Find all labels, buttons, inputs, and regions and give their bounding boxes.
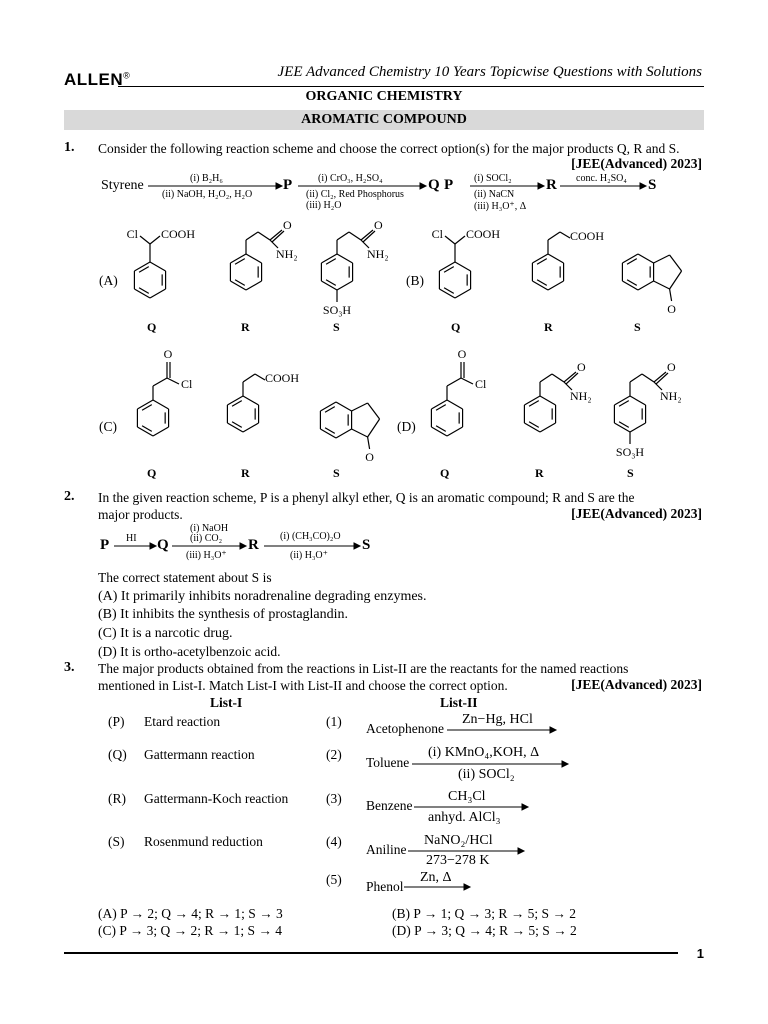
- q2-scheme-r: R: [248, 537, 259, 553]
- q2-reagent-1c: (iii) H₃O⁺: [186, 550, 227, 561]
- q2-option-b: (B) It inhibits the synthesis of prostaglandin.: [98, 607, 349, 622]
- label-q-c: Q: [147, 466, 157, 480]
- q1-option-c: (C): [99, 419, 117, 434]
- q2-scheme-s: S: [362, 537, 371, 553]
- step4-reagent-top: conc. H₂SO₄: [576, 173, 627, 184]
- q2-text-line2: major products.: [98, 507, 183, 522]
- book-title: JEE Advanced Chemistry 10 Years Topicwise Questions with Solutions: [277, 64, 702, 80]
- list2-top-1: Zn−Hg, HCl: [462, 712, 533, 727]
- q3-option-d: (D) P → 3; Q → 4; R → 5; S → 2: [392, 923, 577, 938]
- list2-num-4: (4): [326, 834, 342, 849]
- q1-option-b: (B): [406, 273, 424, 288]
- step3-reagent-bottom2: (iii) H₃O⁺, Δ: [474, 201, 527, 212]
- q2-prompt: The correct statement about S is: [98, 570, 272, 585]
- step2-reagent-bottom1: (ii) Cl₂, Red Phosphorus: [306, 189, 404, 200]
- q1-number: 1.: [64, 140, 75, 155]
- label-q-b: Q: [451, 320, 461, 334]
- chlorine-label: Cl: [431, 227, 443, 241]
- list2-reactant-2: Toluene: [366, 755, 410, 770]
- step3-reagent-bottom1: (ii) NaCN: [474, 189, 515, 200]
- list2-num-5: (5): [326, 872, 342, 887]
- q2-option-c: (C) It is a narcotic drug.: [98, 626, 233, 641]
- list2-top-3: CH₃Cl: [448, 789, 486, 804]
- label-q-a: Q: [147, 320, 157, 334]
- q2-option-d: (D) It is ortho-acetylbenzoic acid.: [98, 644, 281, 659]
- label-s-c: S: [333, 466, 340, 480]
- q2-option-a: (A) It primarily inhibits noradrenaline degrading enzymes.: [98, 589, 427, 604]
- amine-label: NH₂: [276, 247, 298, 261]
- oxygen-label: O: [577, 360, 586, 374]
- q3-reference: [JEE(Advanced) 2023]: [571, 677, 702, 692]
- q3-option-b: (B) P → 1; Q → 3; R → 5; S → 2: [392, 906, 577, 921]
- q2-reagent-2a: (i) (CH₃CO)₂O: [280, 531, 341, 542]
- list1-name-q: Gattermann reaction: [144, 747, 255, 762]
- scheme-r: R: [546, 177, 557, 193]
- step1-reagent-bottom: (ii) NaOH, H₂O₂, H₂O: [162, 189, 253, 200]
- label-s-d: S: [627, 466, 634, 480]
- step3-reagent-top: (i) SOCl₂: [474, 173, 512, 184]
- cooh-label: COOH: [570, 229, 605, 243]
- list1-tag-q: (Q): [108, 747, 127, 762]
- amine-label: NH₂: [660, 389, 682, 403]
- q1-reference: [JEE(Advanced) 2023]: [571, 156, 702, 171]
- label-s-b: S: [634, 320, 641, 334]
- cooh-label: COOH: [265, 371, 300, 385]
- scheme-q: Q: [428, 177, 440, 193]
- label-r-c: R: [241, 466, 250, 480]
- list2-reactant-1: Acetophenone: [366, 721, 444, 736]
- list2-reactant-3: Benzene: [366, 798, 413, 813]
- chlorine-label: Cl: [475, 377, 487, 391]
- q2-reagent-1a: (i) NaOH: [190, 523, 229, 534]
- label-r-a: R: [241, 320, 250, 334]
- oxygen-label: O: [457, 347, 467, 361]
- q3-text-line2: mentioned in List-I. Match List-I with List-II and choose the correct option.: [98, 678, 508, 693]
- chlorine-label: Cl: [181, 377, 193, 391]
- list2-num-3: (3): [326, 791, 342, 806]
- q2-scheme-p: P: [100, 537, 110, 553]
- q3-text-line1: The major products obtained from the reactions in List-II are the reactants for the named reactions: [98, 661, 629, 676]
- label-r-b: R: [544, 320, 553, 334]
- q2-reagent-hi: HI: [126, 533, 137, 544]
- sulfonic-acid-label: SO₃H: [615, 445, 645, 459]
- list1-tag-r: (R): [108, 791, 126, 806]
- list1-heading: List-I: [210, 695, 243, 710]
- list2-num-1: (1): [326, 714, 342, 729]
- list1-name-s: Rosenmund reduction: [144, 834, 263, 849]
- q2-reference: [JEE(Advanced) 2023]: [571, 506, 702, 521]
- list2-reactant-4: Aniline: [366, 842, 407, 857]
- oxygen-label: O: [365, 450, 374, 464]
- cooh-label: COOH: [466, 227, 501, 241]
- oxygen-label: O: [667, 302, 676, 316]
- chlorine-label: Cl: [126, 227, 138, 241]
- list2-bottom-4: 273−278 K: [426, 853, 490, 868]
- list1-tag-p: (P): [108, 714, 125, 729]
- label-r-d: R: [535, 466, 544, 480]
- cooh-label: COOH: [161, 227, 196, 241]
- list1-name-r: Gattermann-Koch reaction: [144, 791, 289, 806]
- scheme-s: S: [648, 177, 657, 193]
- q2-text-line1: In the given reaction scheme, P is a phenyl alkyl ether, Q is an aromatic compound; R and S are the: [98, 490, 635, 505]
- oxygen-label: O: [667, 360, 676, 374]
- list2-top-2: (i) KMnO₄,KOH, Δ: [428, 745, 540, 760]
- oxygen-label: O: [283, 218, 292, 232]
- topic-banner: AROMATIC COMPOUND: [64, 110, 704, 130]
- q3-option-c: (C) P → 3; Q → 2; R → 1; S → 4: [98, 923, 283, 938]
- brand-logo: ALLEN®: [64, 70, 131, 89]
- q3-number: 3.: [64, 660, 75, 675]
- label-s-a: S: [333, 320, 340, 334]
- list2-num-2: (2): [326, 747, 342, 762]
- step1-reagent-top: (i) B₂H₆: [190, 173, 223, 184]
- q1-option-a: (A): [99, 273, 118, 288]
- amine-label: NH₂: [570, 389, 592, 403]
- scheme-p2: P: [444, 177, 454, 193]
- list2-bottom-3: anhyd. AlCl₃: [428, 810, 501, 825]
- list2-top-5: Zn, Δ: [420, 870, 452, 885]
- step2-reagent-top: (i) CrO₃, H₂SO₄: [318, 173, 383, 184]
- label-q-d: Q: [440, 466, 450, 480]
- list2-heading: List-II: [440, 695, 478, 710]
- q2-number: 2.: [64, 489, 75, 504]
- q3-option-a: (A) P → 2; Q → 4; R → 1; S → 3: [98, 906, 283, 921]
- list2-bottom-2: (ii) SOCl₂: [458, 767, 515, 782]
- oxygen-label: O: [163, 347, 173, 361]
- q1-text: Consider the following reaction scheme and choose the correct option(s) for the major products Q, R and S.: [98, 141, 680, 156]
- list1-name-p: Etard reaction: [144, 714, 221, 729]
- q1-option-d: (D): [397, 419, 416, 434]
- scheme-styrene: Styrene: [101, 178, 144, 193]
- scheme-p: P: [283, 177, 293, 193]
- footer-divider: [64, 952, 678, 954]
- oxygen-label: O: [374, 218, 383, 232]
- list1-tag-s: (S): [108, 834, 125, 849]
- q2-reagent-1b: (ii) CO₂: [190, 533, 223, 544]
- list2-reactant-5: Phenol: [366, 879, 404, 894]
- q2-scheme-q: Q: [157, 537, 169, 553]
- amine-label: NH₂: [367, 247, 389, 261]
- list2-top-4: NaNO₂/HCl: [424, 833, 493, 848]
- step2-reagent-bottom2: (iii) H₂O: [306, 200, 342, 211]
- q2-reagent-2b: (ii) H₃O⁺: [290, 550, 328, 561]
- page-number: 1: [696, 946, 704, 961]
- sulfonic-acid-label: SO₃H: [322, 303, 352, 317]
- subject-title: ORGANIC CHEMISTRY: [305, 89, 463, 104]
